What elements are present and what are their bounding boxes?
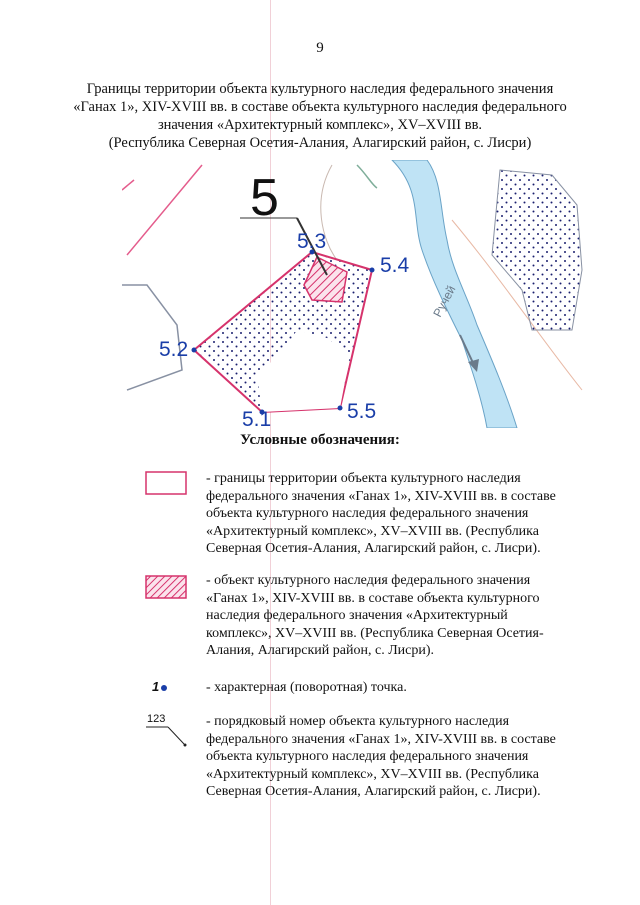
legend-line: комплекс», XV–XVIII вв. (Республика Северная Осетия- xyxy=(206,625,544,641)
legend-text-number xyxy=(206,713,598,801)
point-label-5-1: 5.1 xyxy=(242,408,272,428)
legend-line: «Архитектурный комплекс», XV–XVIII вв. (Республика xyxy=(206,523,539,539)
legend-line: - порядковый номер объекта культурного наследия xyxy=(206,714,510,729)
boundary-map xyxy=(122,160,592,428)
legend-line: - границы территории объекта культурного наследия xyxy=(206,471,521,486)
legend-line: федерального значения «Ганах 1», XIV-XVIII вв. в составе xyxy=(206,731,556,747)
point-label-5-5: 5.5 xyxy=(347,400,377,423)
neighbour-object xyxy=(492,170,582,330)
hatched-object-symbol xyxy=(140,572,196,612)
legend-line: объекта культурного наследия федерального значения xyxy=(206,506,529,521)
page-number: 9 xyxy=(316,40,324,56)
title-line-4: (Республика Северная Осетия-Алания, Алагирский район, с. Лисри) xyxy=(108,135,532,151)
legend-item-point xyxy=(140,679,600,701)
point-sample-number: 1 xyxy=(152,679,160,694)
legend-item-number xyxy=(140,713,600,805)
legend-line: - характерная (поворотная) точка. xyxy=(206,680,407,695)
legend-line: федерального значения «Ганах 1», XIV-XVIII вв. в составе xyxy=(206,488,556,504)
legend-line: наследия федерального значения «Архитектурный xyxy=(206,608,508,623)
legend-item-boundary xyxy=(140,470,600,562)
leader-number-symbol xyxy=(140,713,196,753)
legend-text-boundary xyxy=(206,470,598,558)
legend-line: Алания, Алагирский район, с. Лисри). xyxy=(206,643,435,658)
legend-heading: Условные обозначения: xyxy=(240,432,400,448)
road-line xyxy=(357,165,377,188)
legend-text-point xyxy=(206,679,598,697)
legend-line: Северная Осетия-Алания, Алагирский район, с. Лисри). xyxy=(206,784,541,799)
title-line-2: «Ганах 1», XIV-XVIII вв. в составе объекта культурного наследия федерального xyxy=(73,99,567,115)
object-number: 5 xyxy=(250,169,279,227)
legend-line: объекта культурного наследия федерального значения xyxy=(206,749,529,764)
point-dot-icon xyxy=(161,685,167,691)
stream-label: Ручей xyxy=(430,283,459,320)
page-title xyxy=(40,80,600,152)
title-line-3: значения «Архитектурный комплекс», XV–XVIII вв. xyxy=(157,117,483,133)
map-canvas xyxy=(122,160,592,428)
leader-number-sample: 123 xyxy=(147,713,166,725)
neighbour-boundary xyxy=(127,165,202,255)
boundary-symbol xyxy=(140,470,196,510)
point-label-5-4: 5.4 xyxy=(380,254,410,277)
legend-line: «Архитектурный комплекс», XV–XVIII вв. (Республика xyxy=(206,766,539,782)
legend-text-object xyxy=(206,572,598,660)
legend-line: - объект культурного наследия федерального значения xyxy=(206,573,531,588)
neighbour-boundary xyxy=(122,180,134,190)
point-label-5-2: 5.2 xyxy=(159,338,189,361)
turning-point xyxy=(192,348,197,353)
title-line-1: Границы территории объекта культурного наследия федерального значения xyxy=(86,81,554,97)
legend-line: Северная Осетия-Алания, Алагирский район, с. Лисри). xyxy=(206,541,541,556)
turning-point xyxy=(370,268,375,273)
legend-item-object xyxy=(140,572,600,664)
point-label-5-3: 5.3 xyxy=(297,230,327,253)
legend-line: «Ганах 1», XIV-XVIII вв. в составе объекта культурного xyxy=(206,590,540,606)
turning-point xyxy=(338,406,343,411)
